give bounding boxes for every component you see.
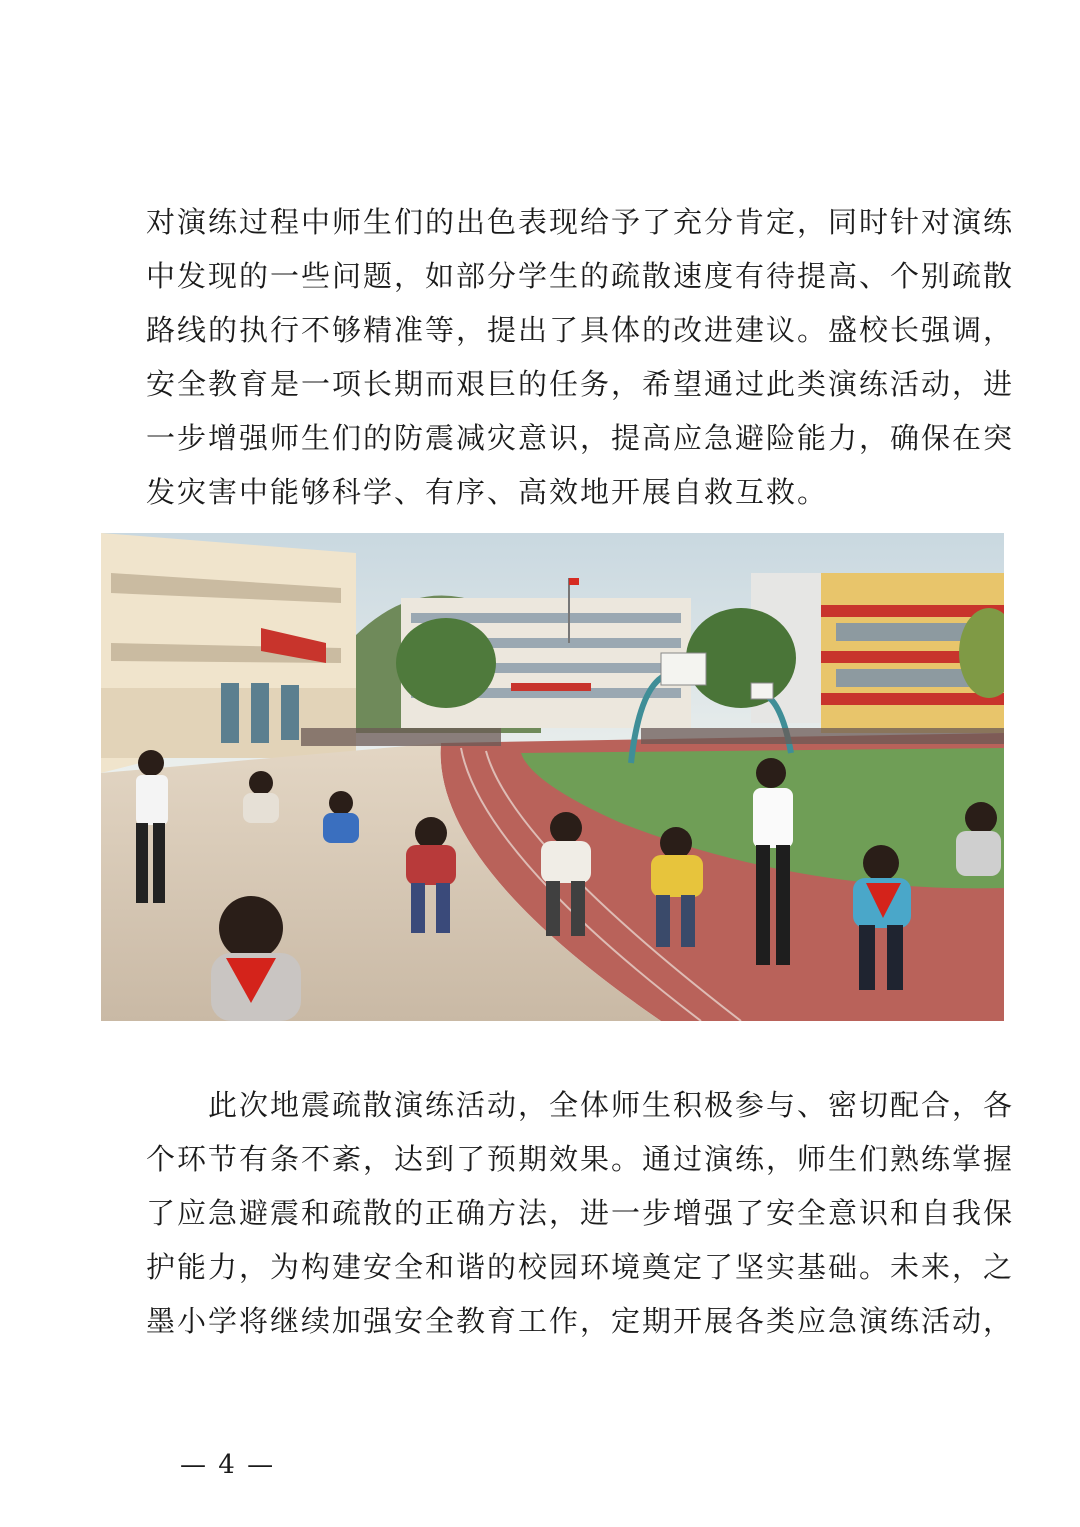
evacuation-drill-photo — [101, 533, 1004, 1021]
text-line: 了应急避震和疏散的正确方法，进一步增强了安全意识和自我保 — [146, 1196, 1015, 1230]
paragraph-2 — [146, 1078, 1015, 1348]
text-line: 中发现的一些问题，如部分学生的疏散速度有待提高、个别疏散 — [146, 259, 1015, 293]
text-line: 对演练过程中师生们的出色表现给予了充分肯定，同时针对演练 — [146, 205, 1015, 239]
page-number: — 4 — — [180, 1450, 276, 1480]
text-line: 墨小学将继续加强安全教育工作，定期开展各类应急演练活动， — [146, 1304, 1015, 1338]
text-line: 此次地震疏散演练活动，全体师生积极参与、密切配合，各 — [146, 1088, 1015, 1122]
text-line: 一步增强师生们的防震减灾意识，提高应急避险能力，确保在突 — [146, 421, 1015, 455]
text-line: 护能力，为构建安全和谐的校园环境奠定了坚实基础。未来，之 — [146, 1250, 1015, 1284]
paragraph-1 — [146, 195, 1015, 519]
text-line: 路线的执行不够精准等，提出了具体的改进建议。盛校长强调， — [146, 313, 1015, 347]
text-line: 发灾害中能够科学、有序、高效地开展自救互救。 — [146, 475, 829, 509]
text-line: 个环节有条不紊，达到了预期效果。通过演练，师生们熟练掌握 — [146, 1142, 1015, 1176]
text-line: 安全教育是一项长期而艰巨的任务，希望通过此类演练活动，进 — [146, 367, 1015, 401]
